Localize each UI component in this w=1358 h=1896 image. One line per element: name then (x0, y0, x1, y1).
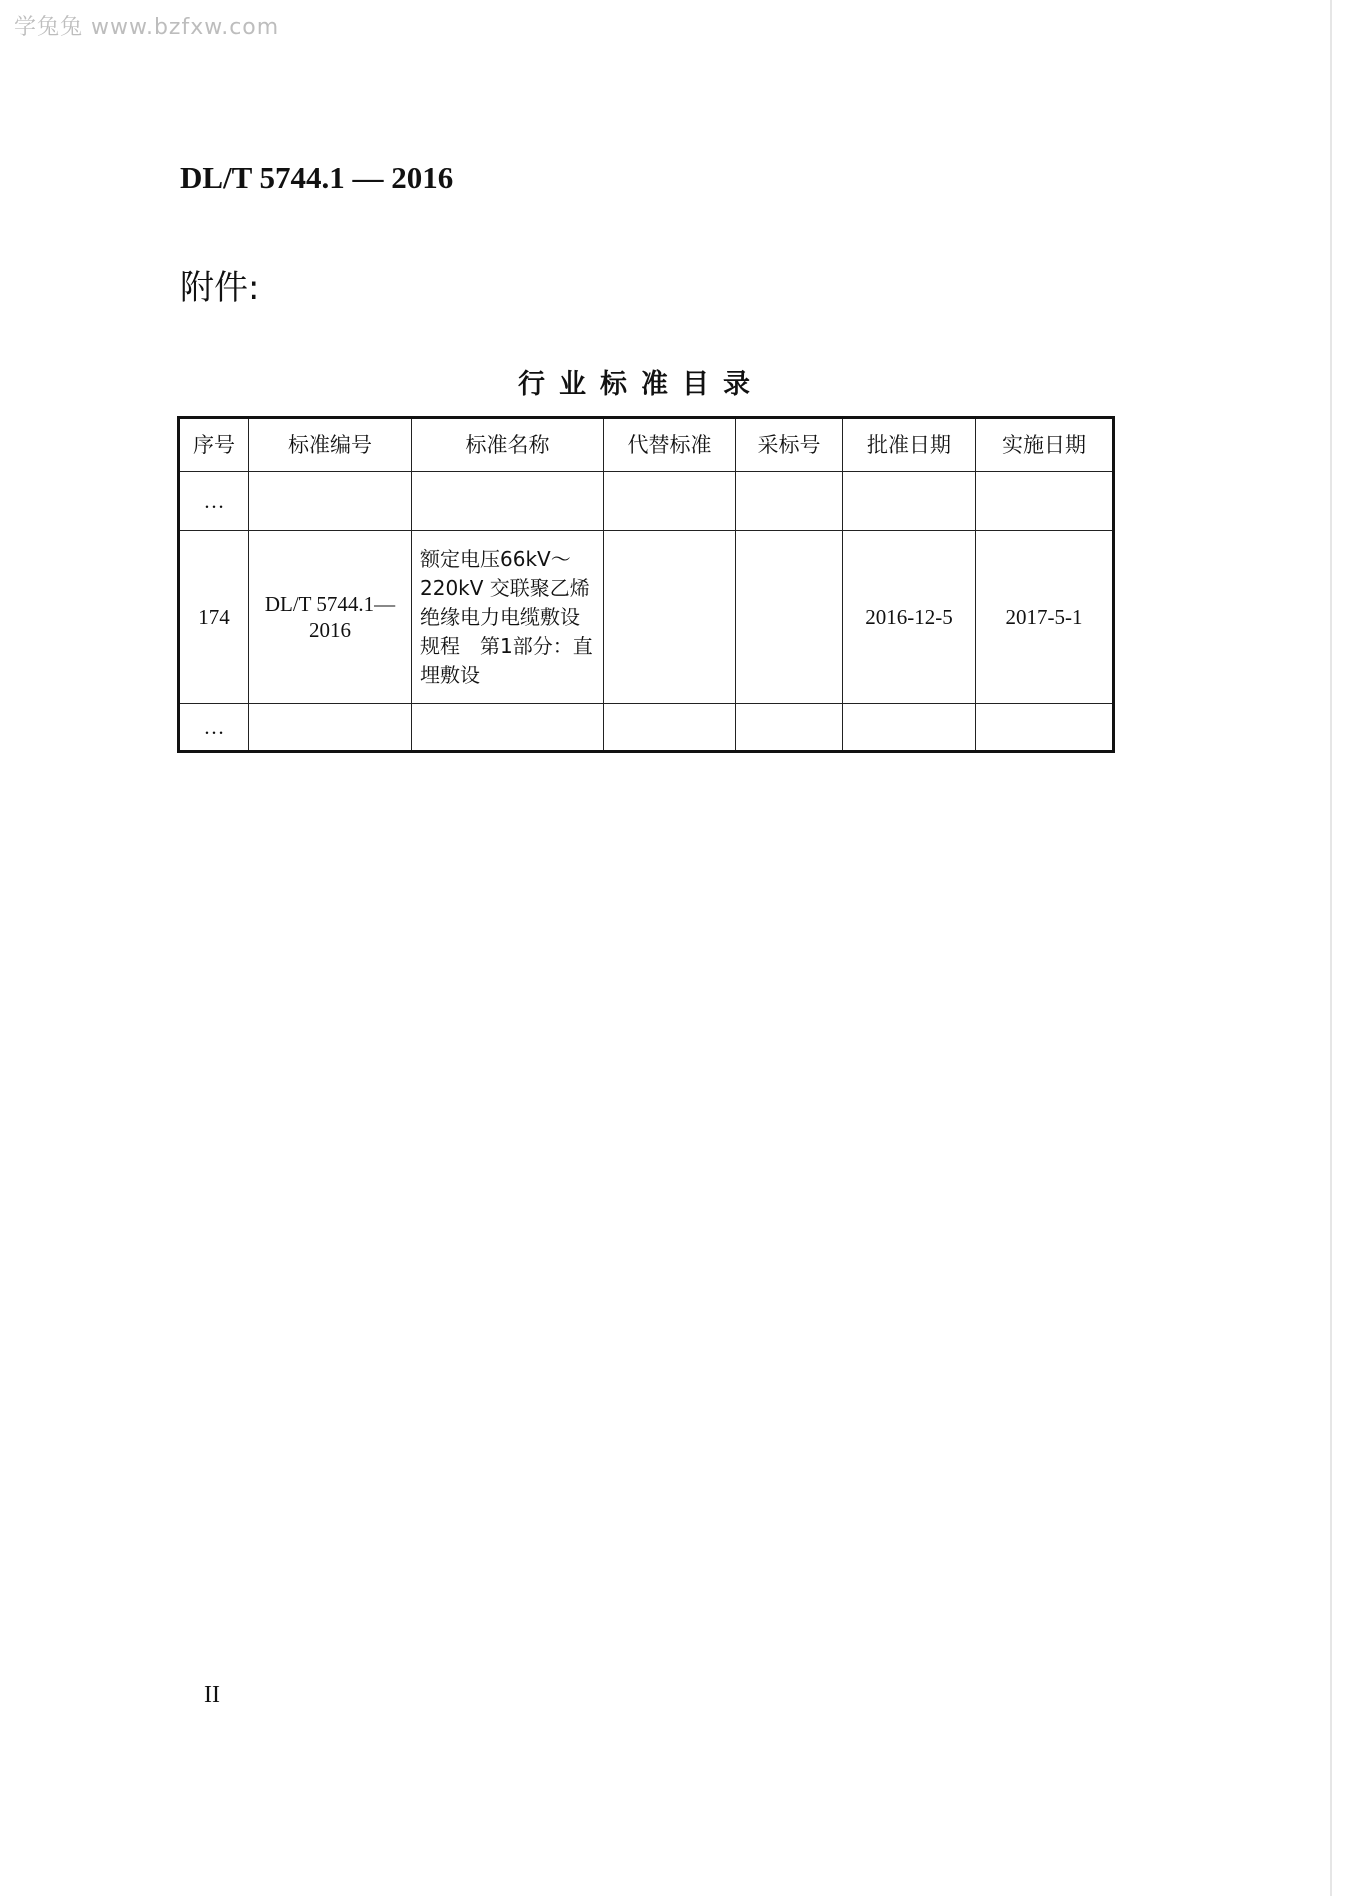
cell-serial: … (179, 472, 249, 531)
table-row (179, 704, 1114, 752)
watermark: 学兔兔 www.bzfxw.com (14, 15, 280, 40)
cell-replaced-standard (604, 472, 736, 531)
table-row (179, 472, 1114, 531)
page-number: II (204, 1682, 220, 1708)
cell-serial: 174 (179, 531, 249, 704)
cell-replaced-standard (604, 531, 736, 704)
standards-table (177, 416, 1115, 753)
cell-standard-number: DL/T 5744.1—2016 (249, 531, 412, 704)
cell-approval-date: 2016-12-5 (843, 531, 976, 704)
header-implementation-date: 实施日期 (976, 418, 1114, 472)
table-title: 行业标准目录 (518, 369, 764, 400)
header-replaced-standard: 代替标准 (604, 418, 736, 472)
header-standard-name: 标准名称 (412, 418, 604, 472)
cell-standard-name: 额定电压66kV～220kV 交联聚乙烯绝缘电力电缆敷设规程 第1部分：直埋敷设 (412, 531, 604, 704)
cell-approval-date (843, 704, 976, 752)
cell-standard-number (249, 704, 412, 752)
cell-adopted-number (736, 704, 843, 752)
page-edge (1330, 0, 1332, 1896)
header-serial: 序号 (179, 418, 249, 472)
header-adopted-number: 采标号 (736, 418, 843, 472)
table-row (179, 531, 1114, 704)
attachment-label: 附件: (180, 268, 260, 308)
cell-implementation-date (976, 704, 1114, 752)
cell-standard-number (249, 472, 412, 531)
document-code: DL/T 5744.1 — 2016 (180, 160, 454, 195)
cell-serial: … (179, 704, 249, 752)
header-standard-number: 标准编号 (249, 418, 412, 472)
cell-adopted-number (736, 531, 843, 704)
cell-standard-name (412, 472, 604, 531)
table-header-row (179, 418, 1114, 472)
cell-adopted-number (736, 472, 843, 531)
cell-implementation-date: 2017-5-1 (976, 531, 1114, 704)
cell-approval-date (843, 472, 976, 531)
cell-standard-name (412, 704, 604, 752)
header-approval-date: 批准日期 (843, 418, 976, 472)
cell-implementation-date (976, 472, 1114, 531)
cell-replaced-standard (604, 704, 736, 752)
